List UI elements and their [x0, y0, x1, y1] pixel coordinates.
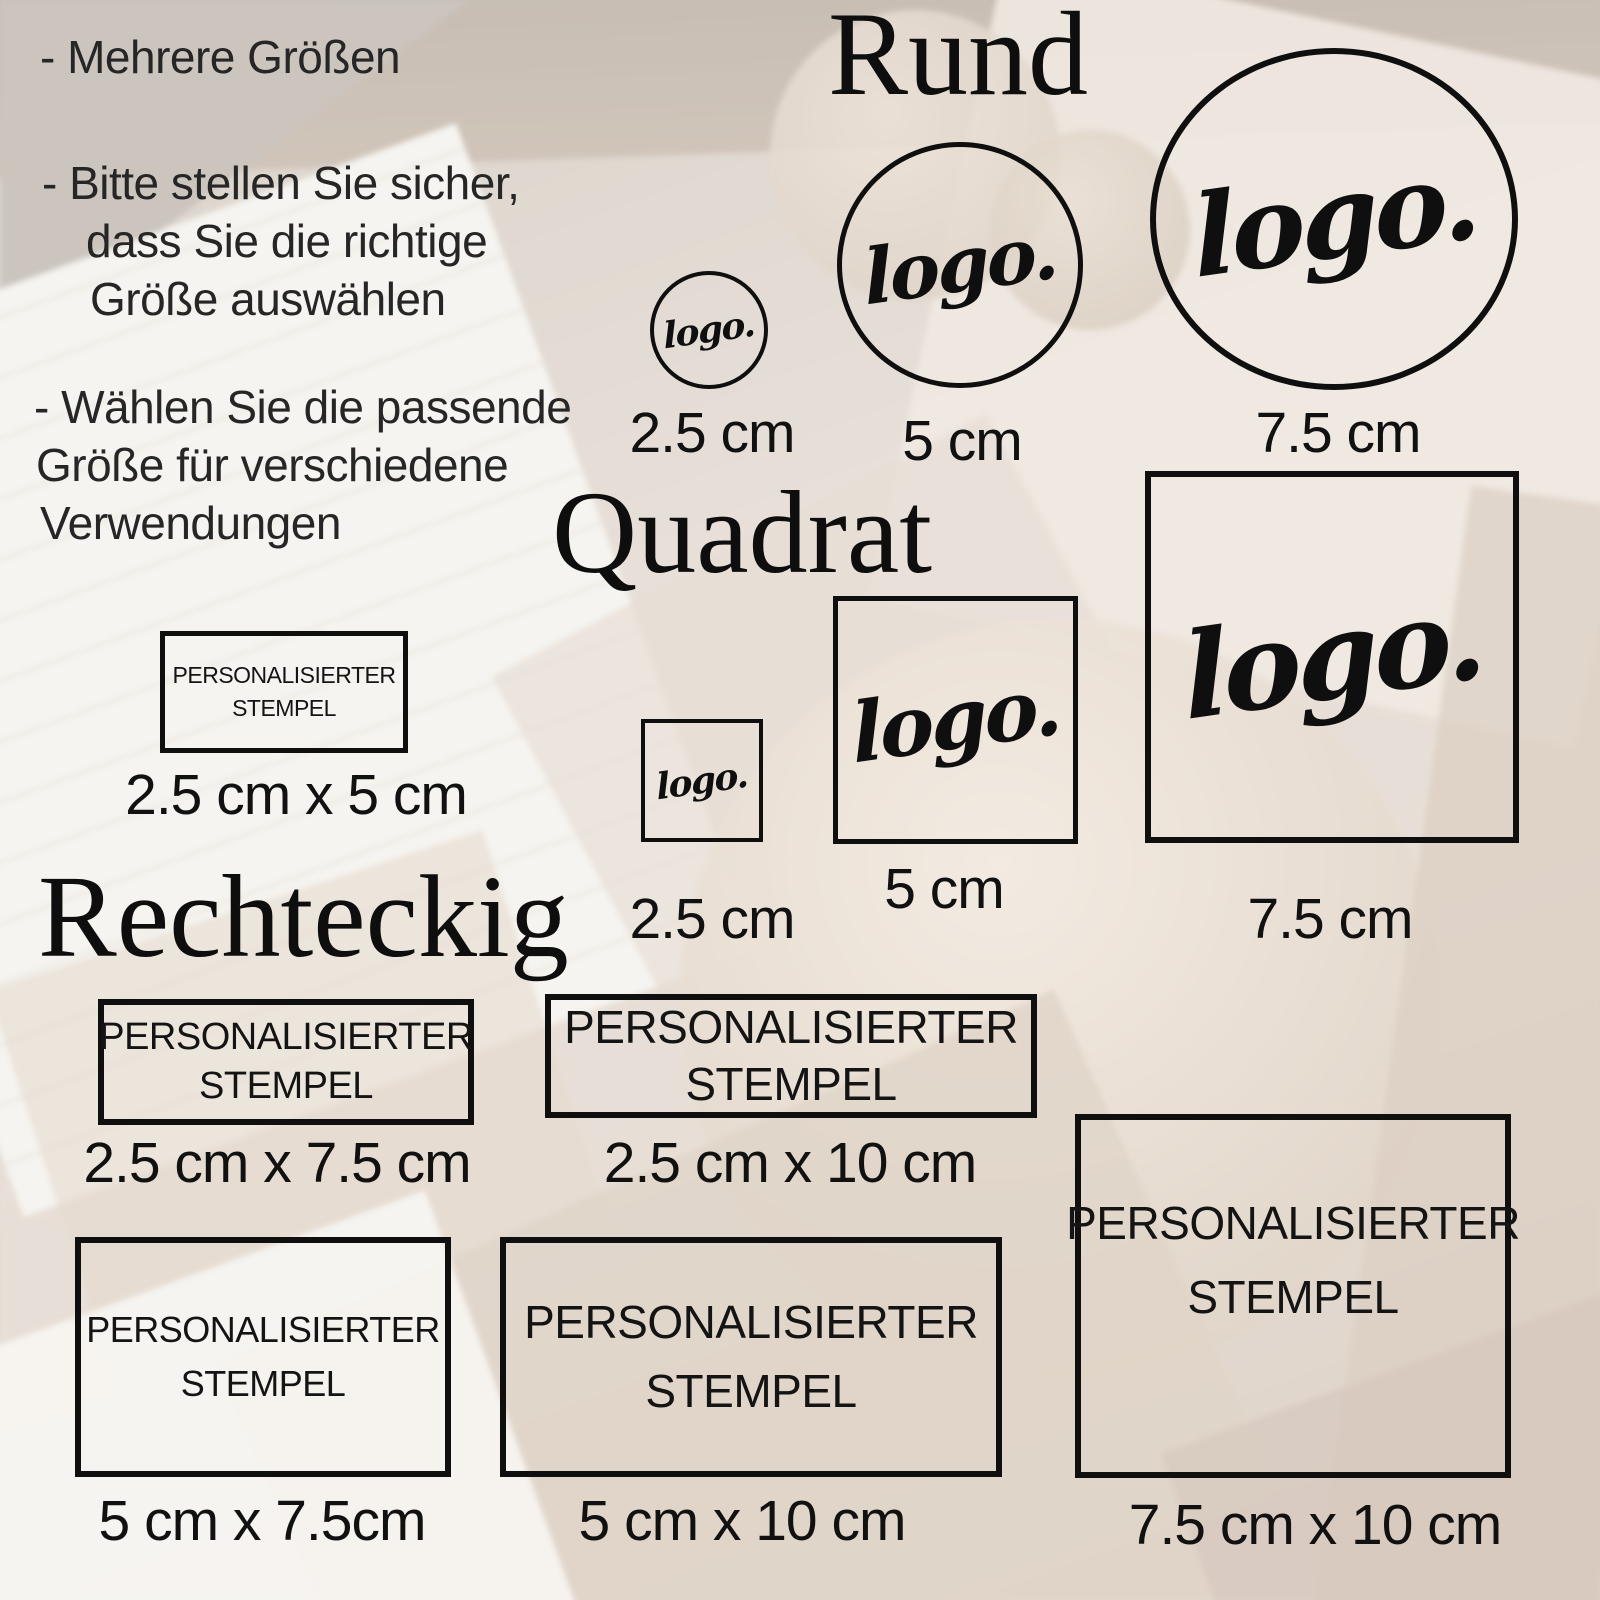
size-label-5x7-5: 5 cm x 7.5cm [98, 1489, 426, 1553]
bullet-multiple-sizes [40, 28, 400, 86]
size-label-2-5x10: 2.5 cm x 10 cm [603, 1131, 977, 1195]
round-stamp-2-5cm [650, 271, 768, 389]
bullet-line: dass Sie die richtige [86, 215, 488, 267]
bullet-line: - Bitte stellen Sie sicher, [42, 157, 520, 209]
logo-script: logo. [1188, 133, 1480, 304]
stamp-text-line2: STEMPEL [1187, 1271, 1399, 1323]
stamp-text-line2: STEMPEL [232, 695, 336, 721]
size-label-rund-7-5cm: 7.5 cm [1255, 401, 1421, 465]
round-stamp-7-5cm [1150, 48, 1518, 390]
size-label-rund-2-5cm: 2.5 cm [629, 401, 795, 465]
bullet-line: Größe für verschiedene [36, 439, 509, 491]
rect-stamp-2-5x5 [160, 631, 408, 753]
stamp-text-line2: STEMPEL [180, 1363, 346, 1404]
rect-stamp-7-5x10 [1066, 1114, 1520, 1478]
stamp-text-line2: STEMPEL [199, 1065, 373, 1107]
stamp-text-line1: PERSONALISIERTER [86, 1309, 440, 1350]
bullet-line: - Mehrere Größen [40, 31, 401, 83]
stamp-text-line1: PERSONALISIERTER [172, 661, 396, 688]
logo-script: logo. [861, 206, 1059, 323]
stamp-text-line1: PERSONALISIERTER [99, 1015, 473, 1058]
rect-stamp-5x10 [500, 1237, 1002, 1477]
size-label-2-5x5: 2.5 cm x 5 cm [125, 763, 467, 827]
bullet-check-size [42, 154, 519, 328]
stamp-text-line1: PERSONALISIERTER [1066, 1197, 1520, 1250]
logo-script: logo. [1178, 566, 1486, 747]
size-label-5x10: 5 cm x 10 cm [578, 1489, 906, 1553]
size-label-2-5x7-5: 2.5 cm x 7.5 cm [83, 1131, 471, 1195]
logo-script: logo. [655, 753, 749, 808]
rect-stamp-2-5x7-5 [98, 999, 474, 1125]
logo-script: logo. [848, 657, 1063, 783]
square-stamp-7-5cm [1145, 471, 1519, 843]
size-label-rund-5cm: 5 cm [902, 409, 1022, 473]
size-label-7-5x10: 7.5 cm x 10 cm [1128, 1493, 1502, 1557]
stamp-text-line2: STEMPEL [685, 1058, 897, 1110]
size-label-quadrat-2-5cm: 2.5 cm [629, 887, 795, 951]
bullet-choose-size [34, 378, 571, 552]
size-label-quadrat-5cm: 5 cm [884, 857, 1004, 921]
rect-stamp-2-5x10 [545, 994, 1037, 1118]
section-title-rund: Rund [828, 0, 1089, 120]
rect-stamp-5x7-5 [75, 1237, 451, 1477]
logo-script: logo. [662, 302, 756, 358]
size-label-quadrat-7-5cm: 7.5 cm [1247, 887, 1413, 951]
stamp-text-line2: STEMPEL [645, 1365, 857, 1417]
square-stamp-5cm [833, 596, 1078, 844]
round-stamp-5cm [837, 142, 1083, 388]
bullet-line: Verwendungen [40, 497, 341, 549]
bullet-line: Größe auswählen [90, 273, 446, 325]
stamp-text-line1: PERSONALISIERTER [564, 1000, 1018, 1053]
stamp-text-line1: PERSONALISIERTER [524, 1296, 978, 1348]
section-title-rechteckig: Rechteckig [38, 851, 569, 982]
square-stamp-2-5cm [641, 719, 763, 842]
section-title-quadrat: Quadrat [552, 467, 933, 598]
bullet-line: - Wählen Sie die passende [34, 381, 572, 433]
